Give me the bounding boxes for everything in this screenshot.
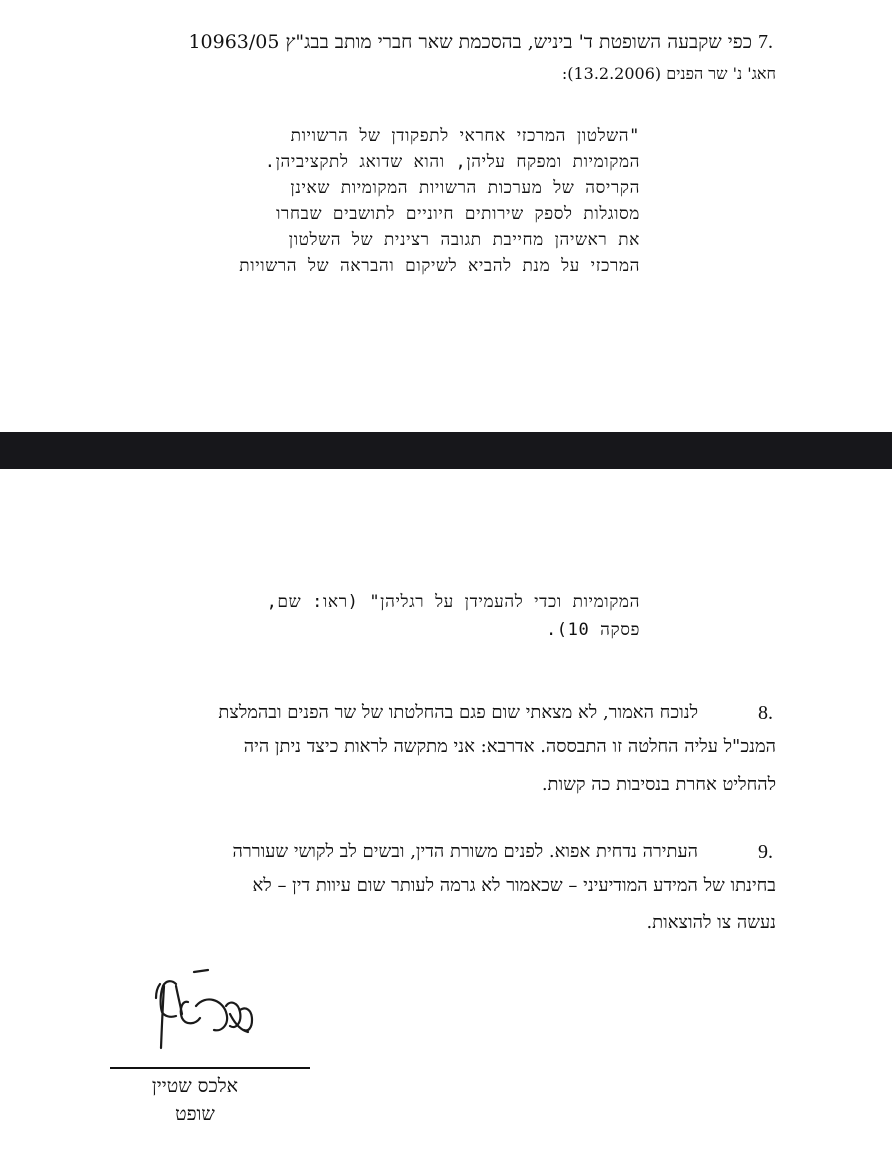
paragraph-line: נעשה צו להוצאות. [646,912,776,933]
quote-line: הקריסה של מערכות הרשויות המקומיות שאינן [290,178,640,198]
paragraph-line: המנכ"ל עליה החלטה זו התבססה. אדרבא: אני מתקשה לראות כיצד ניתן היה [243,736,776,757]
paragraph-number: 7. [758,31,773,53]
quote-line: מסוגלות לספק שירותים חיוניים לתושבים שבחרו [276,204,640,224]
paragraph-number: 8. [758,702,773,724]
signer-title: שופט [175,1103,215,1125]
quote-line: המקומיות ומפקח עליהן, והוא שדואג לתקציביהן. [264,152,640,172]
page-divider-band [0,432,892,469]
paragraph-line: בחינתו של המידע המודיעיני – שכאמור לא גרמה לעותר שום עיוות דין – לא [252,875,776,896]
paragraph-number: 9. [758,841,773,863]
paragraph-line: חאג' נ' שר הפנים (13.2.2006): [561,64,776,83]
quote-line: פסקה 10). [545,620,640,640]
signature-line [110,1067,310,1069]
paragraph-line: כפי שקבעה השופטת ד' ביניש, בהסכמת שאר חברי מותב בבג"ץ 10963/05 [188,31,752,53]
paragraph-line: העתירה נדחית אפוא. לפנים משורת הדין, ובשים לב לקושי שעוררה [232,841,698,862]
handwritten-signature [130,966,270,1061]
paragraph-line: לנוכח האמור, לא מצאתי שום פגם בהחלטתו של שר הפנים ובהמלצת [218,702,698,723]
quote-line: המרכזי על מנת להביא לשיקום והבראה של הרשויות [239,256,640,276]
paragraph-line: להחליט אחרת בנסיבות כה קשות. [541,774,776,795]
quote-line: את ראשיהן מחייבת תגובה רצינית של השלטון [288,230,640,250]
signer-name: אלכס שטיין [151,1075,239,1097]
quote-line: המקומיות וכדי להעמידן על רגליהן" (ראו: שם, [266,592,640,612]
quote-line: "השלטון המרכזי אחראי לתפקודן של הרשויות [290,126,640,146]
